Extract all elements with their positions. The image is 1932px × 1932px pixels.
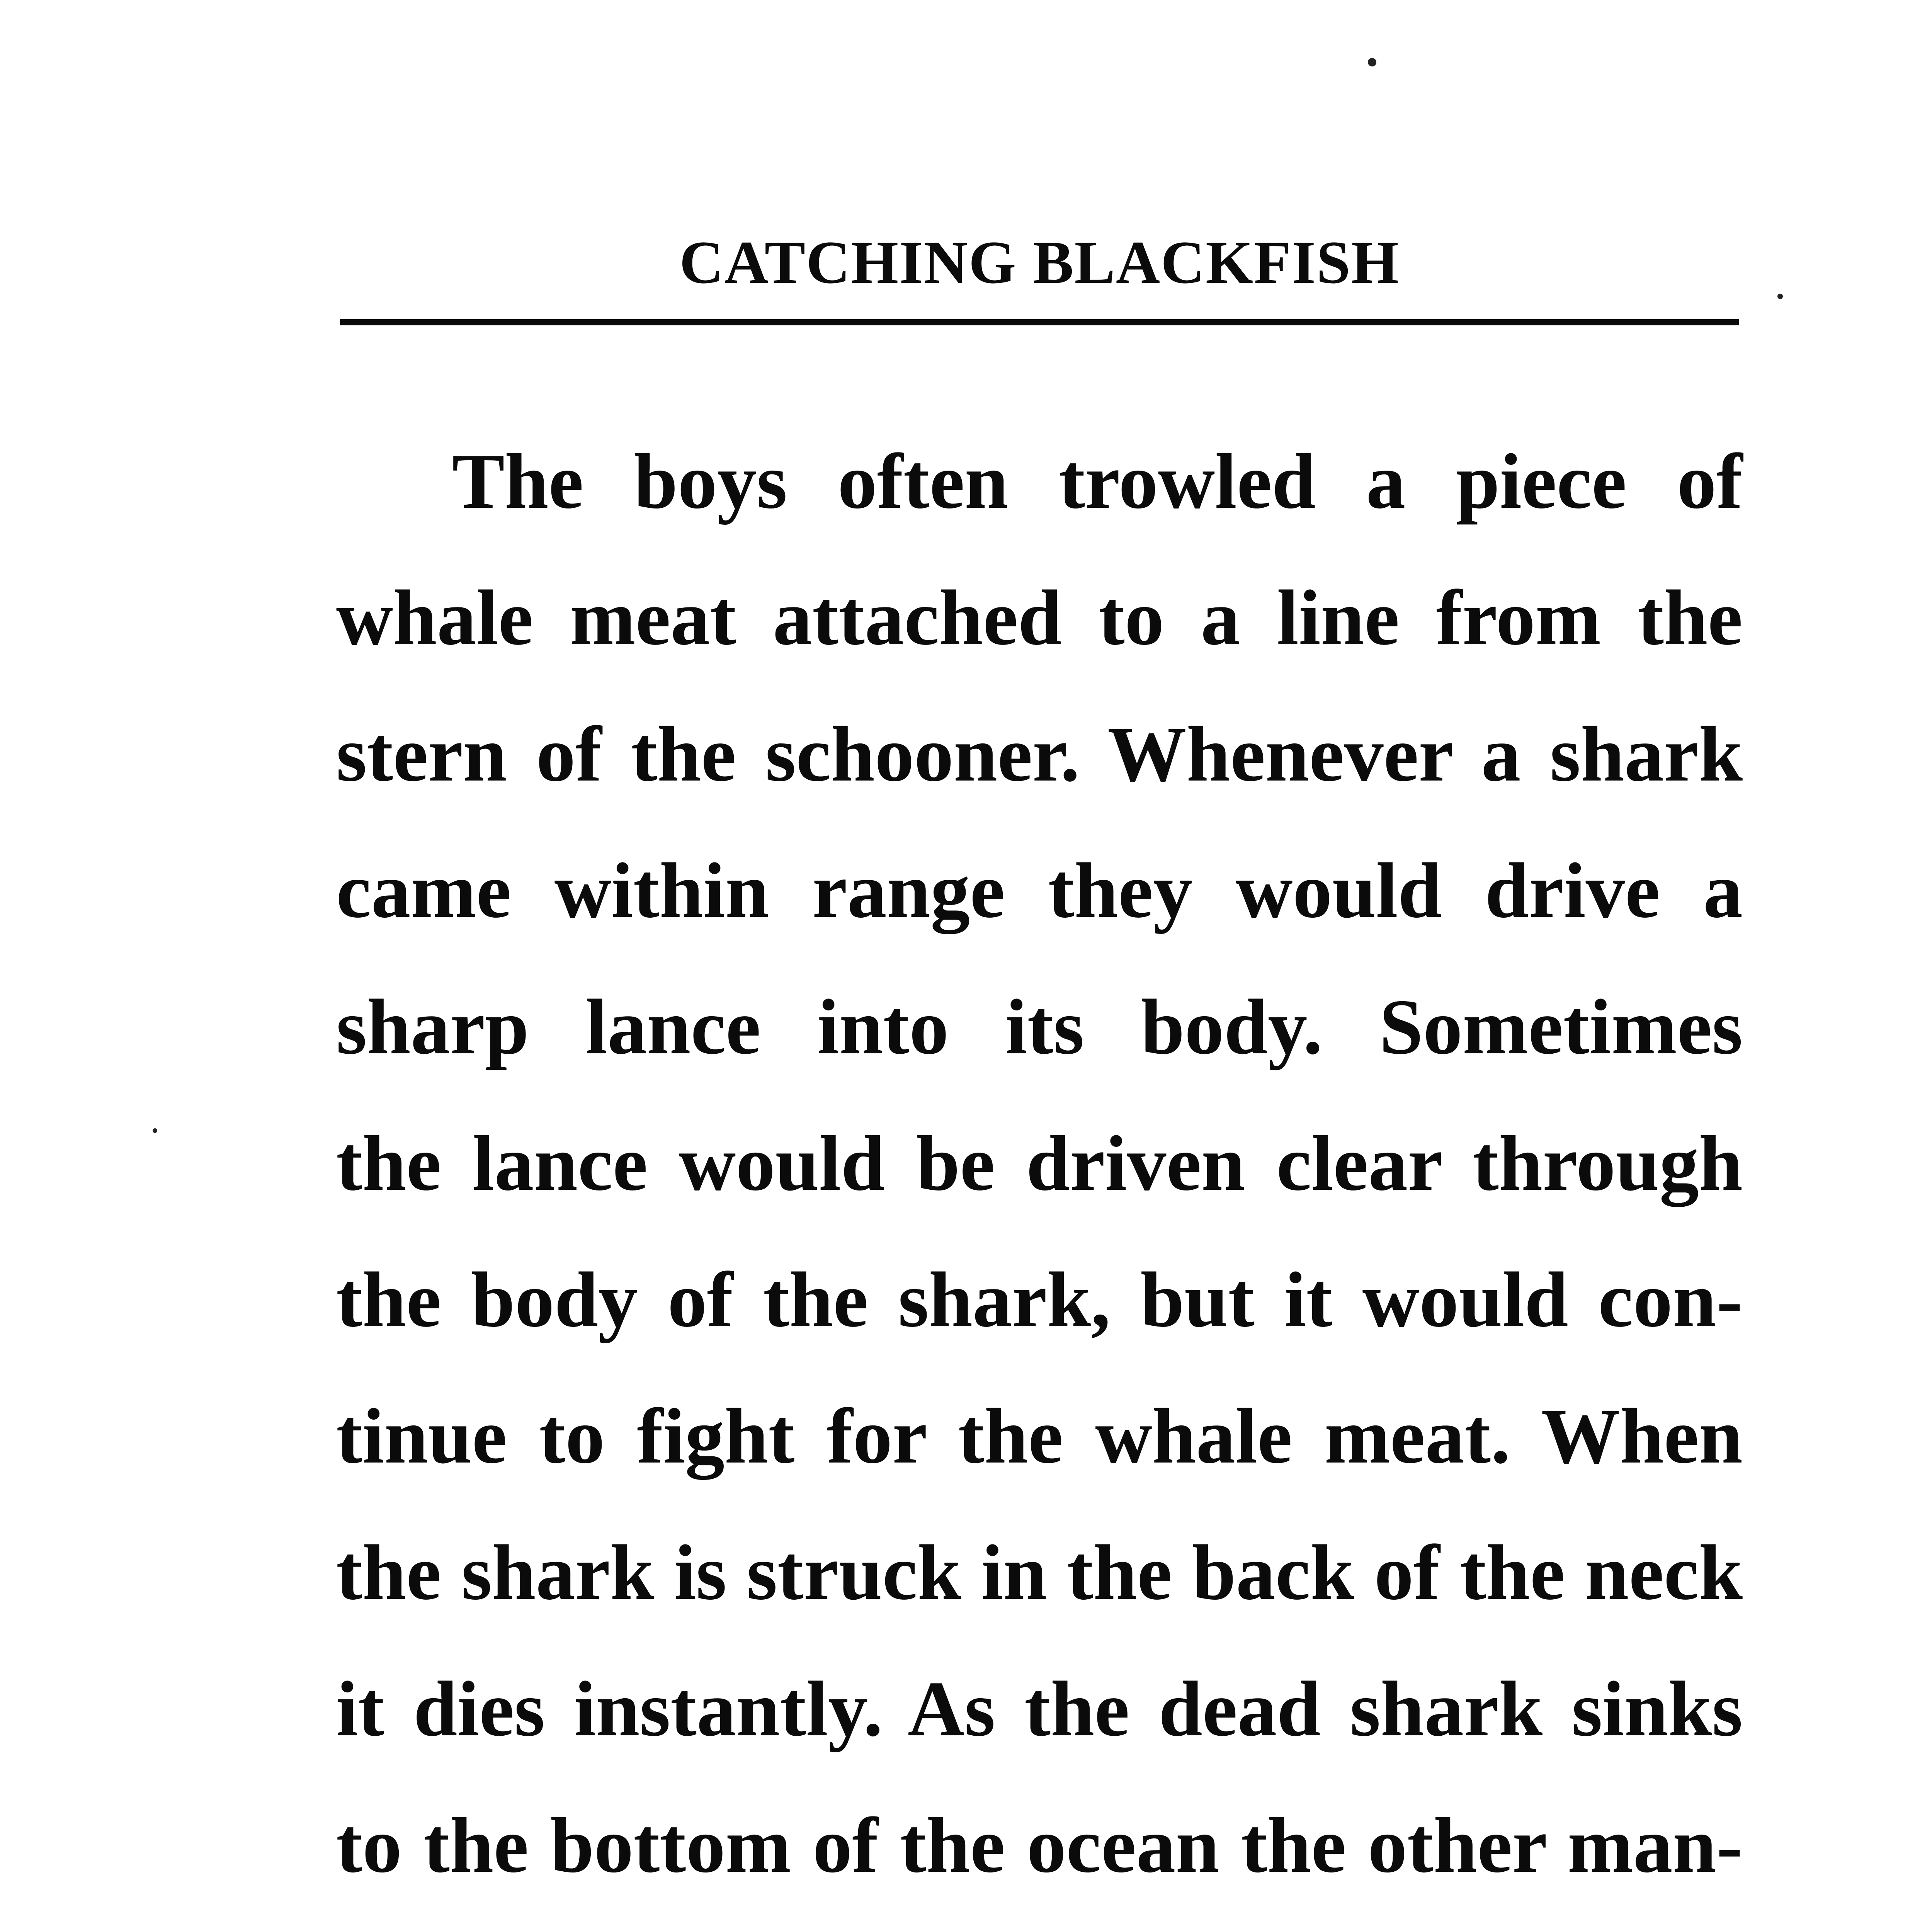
text-line: whale meat attached to a line from the [336, 574, 1743, 662]
text-line: The boys often trowled a piece of [452, 438, 1743, 525]
print-speck [1368, 58, 1376, 66]
text-line [336, 1914, 1743, 1932]
text-line: the lance would be driven clear through [336, 1120, 1743, 1207]
running-head: CATCHING BLACKFISH [679, 229, 1400, 296]
text-line: came within range they would drive a [336, 847, 1743, 934]
text-line: the body of the shark, but it would con- [336, 1256, 1743, 1344]
text-line: sharp lance into its body. Sometimes [336, 983, 1743, 1071]
print-speck [153, 1128, 157, 1133]
text-line: it dies instantly. As the dead shark sinks [336, 1665, 1743, 1753]
text-line: tinue to fight for the whale meat. When [336, 1393, 1743, 1480]
text-line: the shark is struck in the back of the neck [336, 1529, 1743, 1616]
text-line: stern of the schooner. Whenever a shark [336, 711, 1743, 798]
print-speck [1777, 294, 1783, 299]
header-rule [340, 319, 1739, 325]
body-text [336, 413, 1743, 1932]
text-line: to the bottom of the ocean the other man- [336, 1802, 1743, 1889]
